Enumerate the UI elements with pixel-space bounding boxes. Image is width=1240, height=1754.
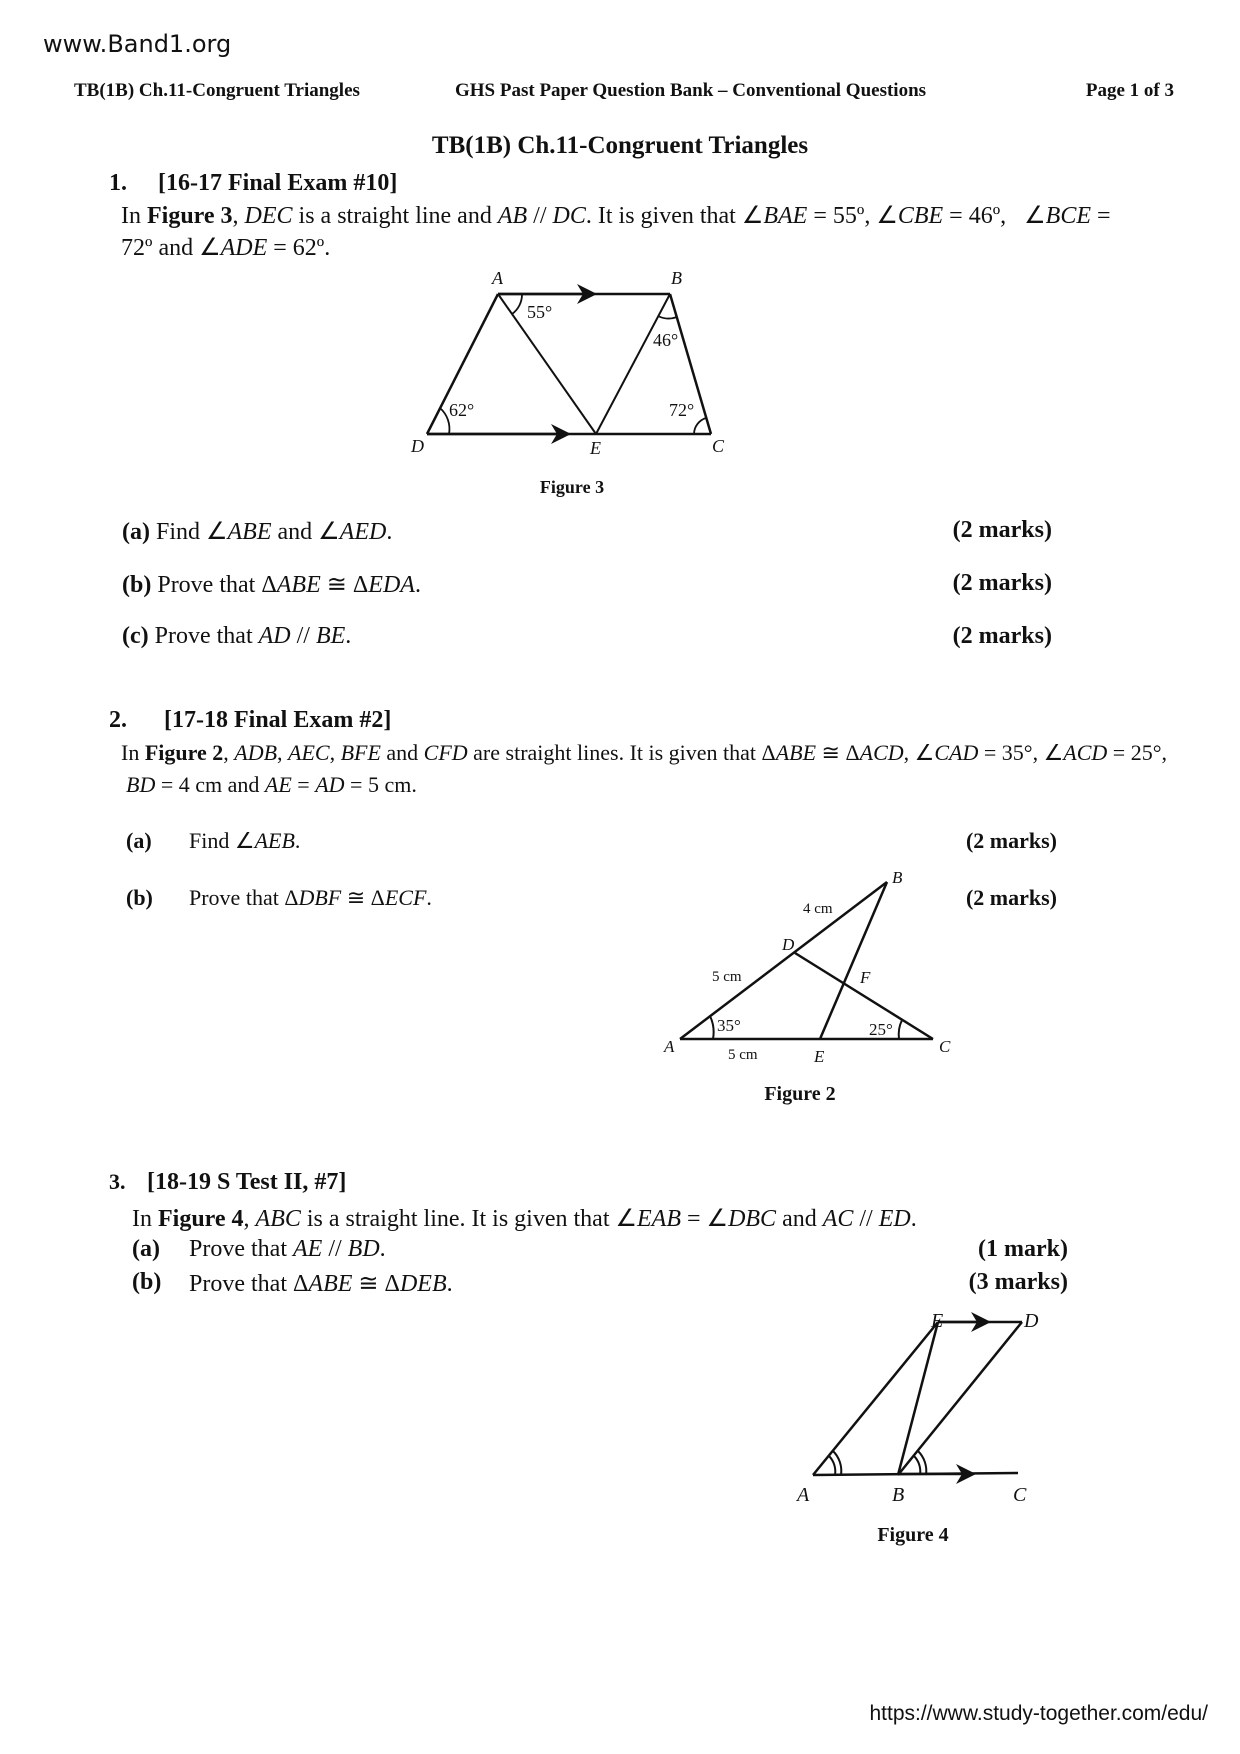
q2-part-a-label: (a)	[126, 828, 152, 853]
fig2-line-dc	[795, 953, 933, 1039]
q1-part-b-marks: (2 marks)	[952, 570, 1052, 596]
q3-part-b-marks: (3 marks)	[968, 1269, 1068, 1295]
q2-part-a-text: Find ∠AEB.	[189, 828, 301, 853]
part-label: (b)	[122, 572, 152, 598]
fig3-label-c: C	[712, 436, 725, 456]
q2-part-a-marks: (2 marks)	[965, 828, 1057, 853]
fig4-label-b: B	[892, 1484, 905, 1506]
part-text: Prove that ΔABE ≅ ΔEDA.	[157, 572, 421, 598]
q2-line2: BD = 4 cm and AE = AD = 5 cm.	[126, 772, 417, 797]
fig4-label-c: C	[1013, 1484, 1027, 1506]
fig2-label-d: D	[782, 935, 795, 954]
fig2-length-bd: 4 cm	[803, 901, 833, 917]
q1-part-a	[122, 517, 392, 546]
q3-part-b-text: Prove that ΔABE ≅ ΔDEB.	[189, 1271, 453, 1297]
q1-line1: In Figure 3, DEC is a straight line and AB // DC. It is given that ∠BAE = 55º, ∠CBE = 46º, ∠BCE =	[121, 203, 1111, 229]
fig3-caption: Figure 3	[539, 477, 605, 497]
fig3-arc-a	[512, 294, 522, 314]
header-page: Page 1 of 3	[1085, 80, 1174, 101]
page-title: TB(1B) Ch.11-Congruent Triangles	[431, 132, 809, 159]
fig3-arc-c	[694, 418, 706, 434]
fig3-angle-a: 55°	[527, 302, 553, 322]
fig4-arc-a1	[829, 1456, 835, 1475]
fig4-line-bd	[898, 1322, 1022, 1475]
fig4-label-a: A	[797, 1484, 810, 1506]
fig2-arc-c	[899, 1020, 902, 1039]
q2-source: [17-18 Final Exam #2]	[164, 707, 392, 733]
fig2-length-ad: 5 cm	[712, 969, 742, 985]
part-text: Prove that AD // BE.	[154, 623, 352, 649]
fig4-label-d: D	[1024, 1310, 1039, 1332]
header-center: GHS Past Paper Question Bank – Conventional Questions	[455, 80, 927, 101]
q2-number: 2.	[109, 707, 127, 733]
fig2-arc-a	[710, 1016, 714, 1039]
fig2-caption: Figure 2	[764, 1083, 836, 1105]
fig3-angle-c: 72°	[669, 400, 695, 420]
fig2-angle-a: 35°	[717, 1016, 741, 1035]
q1-part-c-marks: (2 marks)	[952, 623, 1052, 649]
q3-part-b-label: (b)	[132, 1269, 162, 1295]
q1-part-c	[122, 623, 351, 650]
fig2-label-b: B	[892, 868, 903, 887]
fig4-caption: Figure 4	[877, 1524, 949, 1546]
q3-part-a-marks: (1 mark)	[978, 1236, 1068, 1262]
part-label: (a)	[122, 519, 150, 545]
fig2-label-f: F	[860, 968, 871, 987]
watermark: www.Band1.org	[43, 30, 232, 58]
q1-part-b	[122, 570, 421, 599]
fig2-line-ab	[680, 882, 887, 1039]
q3-source: [18-19 S Test II, #7]	[147, 1169, 347, 1195]
fig2-label-a: A	[664, 1037, 675, 1056]
q1-part-a-marks: (2 marks)	[952, 517, 1052, 543]
header-left: TB(1B) Ch.11-Congruent Triangles	[74, 80, 360, 101]
fig3-angle-b: 46°	[653, 330, 679, 350]
fig2-length-ae: 5 cm	[728, 1047, 758, 1063]
q3-part-a-text: Prove that AE // BD.	[189, 1236, 386, 1262]
part-label: (c)	[122, 623, 149, 649]
q2-part-b-marks: (2 marks)	[965, 885, 1057, 910]
fig2-label-c: C	[939, 1037, 951, 1056]
q2-part-b-text: Prove that ΔDBF ≅ ΔECF.	[189, 885, 432, 910]
fig3-label-b: B	[671, 268, 682, 288]
fig2-angle-c: 25°	[869, 1020, 893, 1039]
fig3-angle-d: 62°	[449, 400, 475, 420]
q1-line2: 72º and ∠ADE = 62º.	[121, 235, 331, 261]
q3-line1: In Figure 4, ABC is a straight line. It is given that ∠EAB = ∠DBC and AC // ED.	[132, 1206, 917, 1232]
fig3-label-e: E	[590, 438, 601, 458]
fig2-label-e: E	[814, 1047, 825, 1066]
q3-number: 3.	[109, 1169, 126, 1194]
q1-source: [16-17 Final Exam #10]	[158, 170, 398, 196]
q1-number: 1.	[109, 170, 127, 196]
fig3-arc-b	[658, 316, 677, 318]
fig4-label-e: E	[931, 1310, 944, 1332]
fig3-line-be	[596, 294, 670, 434]
footer-url[interactable]: https://www.study-together.com/edu/	[869, 1702, 1208, 1725]
q2-part-b-label: (b)	[126, 885, 153, 910]
fig3-label-a: A	[492, 268, 503, 288]
part-text: Find ∠ABE and ∠AED.	[155, 519, 393, 545]
fig3-label-d: D	[411, 436, 424, 456]
q3-part-a-label: (a)	[132, 1236, 160, 1262]
fig4-arc-b1	[914, 1456, 920, 1475]
q2-line1: In Figure 2, ADB, AEC, BFE and CFD are straight lines. It is given that ΔABE ≅ ΔACD, ∠CAD = 35°, ∠ACD = 25°,	[121, 740, 1168, 765]
figure-4	[813, 1322, 1022, 1475]
